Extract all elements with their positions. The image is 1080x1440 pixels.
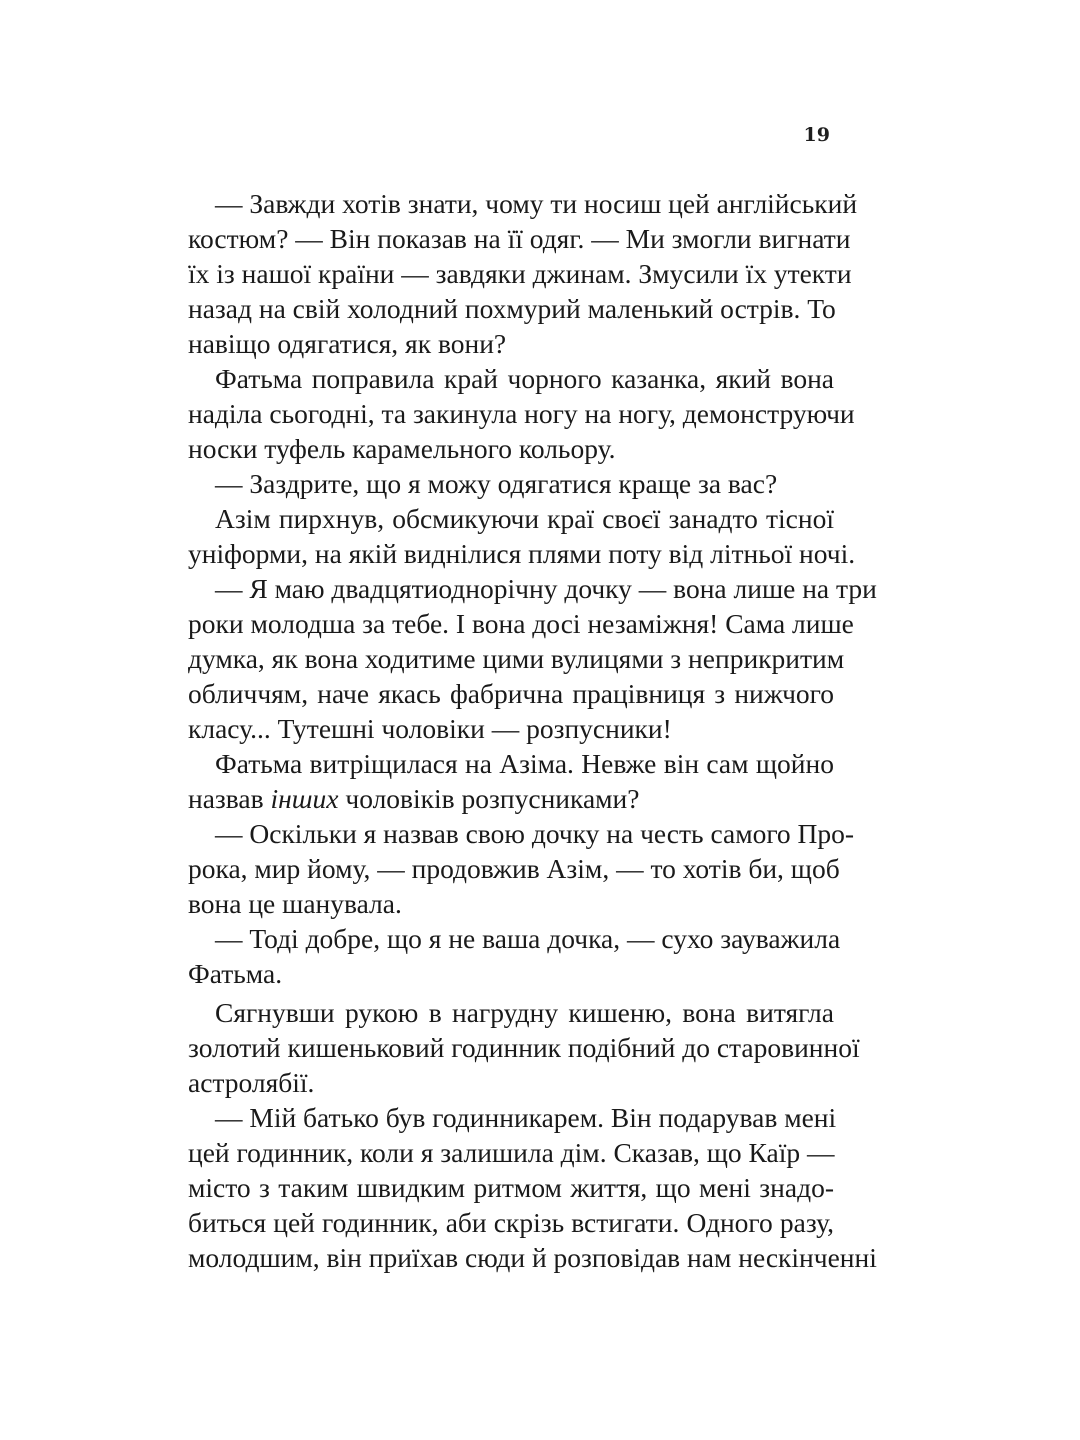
- text-line: Фатьма витріщилася на Азіма. Невже він сам щойно: [215, 748, 834, 779]
- text-line: — Тоді добре, що я не ваша дочка, — сухо зауважила: [215, 923, 841, 954]
- text-line: астролябії.: [188, 1067, 315, 1098]
- text-line: — Я маю двадцятиоднорічну дочку — вона лише на три: [215, 573, 877, 604]
- text-line: [188, 781, 834, 816]
- page-number: 19: [803, 124, 830, 146]
- emphasis-text: інших: [270, 783, 339, 814]
- text-line: їх із нашої країни — завдяки джинам. Змусили їх утекти: [188, 258, 852, 289]
- text-line: — Завжди хотів знати, чому ти носиш цей англійський: [215, 188, 858, 219]
- text-line: — Оскільки я назвав свою дочку на честь самого Про-: [215, 818, 855, 849]
- text-line: — Мій батько був годинникарем. Він подарував мені: [215, 1102, 837, 1133]
- text-line: костюм? — Він показав на її одяг. — Ми змогли вигнати: [188, 223, 851, 254]
- text-line: золотий кишеньковий годинник подібний до старовинної: [188, 1032, 860, 1063]
- text-line: думка, як вона ходитиме цими вулицями з неприкритим: [188, 643, 845, 674]
- text-line: биться цей годинник, аби скрізь встигати. Одного разу,: [188, 1207, 834, 1238]
- text-line: обличчям, наче якась фабрична працівниця з нижчого: [188, 678, 834, 709]
- text-line: назад на свій холодний похмурий маленький острів. То: [188, 293, 836, 324]
- text-line: Фатьма.: [188, 958, 283, 989]
- text-line: місто з таким швидким ритмом життя, що мені знадо-: [188, 1172, 834, 1203]
- text-line: Фатьма поправила край чорного казанка, який вона: [215, 363, 834, 394]
- text-segment: чоловіків розпусниками?: [338, 783, 640, 814]
- text-line: Сягнувши рукою в нагрудну кишеню, вона витягла: [215, 997, 834, 1028]
- text-line: класу... Тутешні чоловіки — розпусники!: [188, 713, 672, 744]
- text-line: уніформи, на якій виднілися плями поту від літньої ночі.: [188, 538, 856, 569]
- text-line: Азім пирхнув, обсмикуючи краї своєї занадто тісної: [215, 503, 834, 534]
- text-line: рока, мир йому, — продовжив Азім, — то хотів би, щоб: [188, 853, 840, 884]
- text-line: цей годинник, коли я залишила дім. Сказав, що Каїр —: [188, 1137, 835, 1168]
- text-line: — Заздрите, що я можу одягатися краще за вас?: [215, 468, 778, 499]
- text-line: наділа сьогодні, та закинула ногу на ногу, демонструючи: [188, 398, 855, 429]
- text-line: роки молодша за тебе. І вона досі незаміжня! Сама лише: [188, 608, 854, 639]
- text-line: носки туфель карамельного кольору.: [188, 433, 616, 464]
- text-line: навіщо одягатися, як вони?: [188, 328, 507, 359]
- body-text: [188, 186, 877, 1275]
- text-line: вона це шанувала.: [188, 888, 402, 919]
- text-line: молодшим, він приїхав сюди й розповідав нам нескінченні: [188, 1242, 877, 1273]
- text-segment: назвав: [188, 783, 271, 814]
